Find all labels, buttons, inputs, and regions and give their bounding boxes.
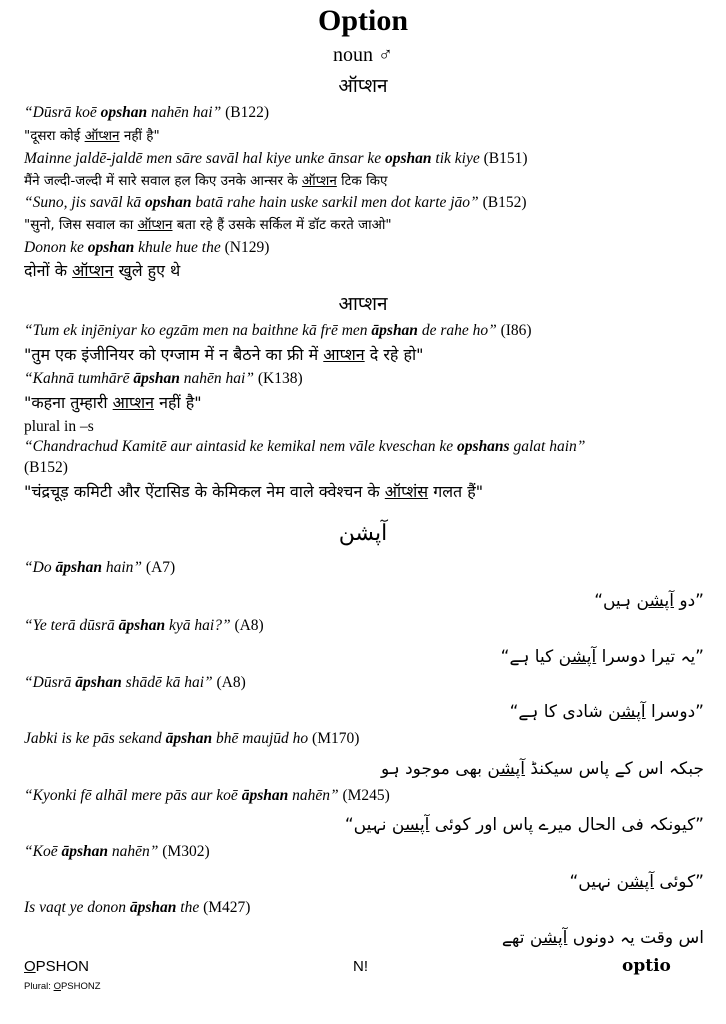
entry-a8a-urdu: ”یہ تیرا دوسرا آپشن کیا ہے“ (500, 647, 704, 667)
entry-b151-devanagari: मैंने जल्दी-जल्दी में सारे सवाल हल किए उनके आन्सर के ऑप्शन टिक किए (24, 173, 388, 189)
part-of-speech: noun ♂ (333, 44, 393, 66)
entry-b122-devanagari: "दूसरा कोई ऑप्शन नहीं है" (24, 128, 160, 144)
entry-a8b-urdu: ”دوسرا آپشن شادی کا ہے“ (509, 702, 704, 722)
entry-k138-translit: “Kahnā tumhārē āpshan nahēn hai” (K138) (24, 370, 303, 387)
entry-m302-translit: “Koē āpshan nahēn” (M302) (24, 843, 210, 860)
entry-b152a-devanagari: "सुनो, जिस सवाल का ऑप्शन बता रहे हैं उसके सर्किल में डॉट करते जाओ" (24, 217, 392, 233)
entry-b152b-ref: (B152) (24, 459, 68, 476)
entry-b122-translit: “Dūsrā koē opshan nahēn hai” (B122) (24, 104, 270, 121)
entry-a7-translit: “Do āpshan hain” (A7) (24, 559, 176, 576)
entry-m170-urdu: جبکہ اس کے پاس سیکنڈ آپشن بھی موجود ہو (380, 759, 704, 779)
entry-m427-translit: Is vaqt ye donon āpshan the (M427) (24, 899, 251, 916)
entry-a8b-translit: “Dūsrā āpshan shādē kā hai” (A8) (24, 674, 246, 691)
entry-n129-devanagari: दोनों के ऑप्शन खुले हुए थे (24, 261, 181, 280)
footer-exclamation: N! (353, 958, 368, 975)
entry-k138-devanagari: "कहना तुम्हारी आप्शन नहीं है" (24, 393, 202, 412)
entry-b152a-translit: “Suno, jis savāl kā opshan batā rahe hain uske sarkil men dot karte jāo” (B152) (24, 194, 527, 211)
entry-m302-urdu: ”کوئی آپشن نہیں“ (569, 872, 704, 892)
entry-a7-urdu: ”دو آپشن ہیں“ (594, 591, 704, 611)
footer-etymon: optio (622, 956, 671, 976)
entry-m245-urdu: ”کیونکہ فی الحال میرے پاس اور کوئی آپسن نہیں“ (344, 815, 704, 835)
entry-i86-translit: “Tum ek injēniyar ko egzām men na baithne kā frē men āpshan de rahe ho” (I86) (24, 322, 532, 339)
section-heading-hindi-2: आप्शन (338, 294, 388, 315)
section-heading-hindi-1: ऑप्शन (338, 76, 388, 97)
section-heading-urdu: آپشن (338, 520, 388, 545)
entry-b151-translit: Mainne jaldē-jaldē men sāre savāl hal kiye unke ānsar ke opshan tik kiye (B151) (24, 150, 528, 167)
entry-b152b-translit: “Chandrachud Kamitē aur aintasid ke kemikal nem vāle kveschan ke opshans galat hain” (24, 438, 586, 455)
entry-a8a-translit: “Ye terā dūsrā āpshan kyā hai?” (A8) (24, 617, 264, 634)
page-title: Option (317, 4, 409, 37)
entry-m427-urdu: اس وقت یہ دونوں آپشن تھے (501, 928, 704, 948)
entry-m245-translit: “Kyonki fē alhāl mere pās aur koē āpshan nahēn” (M245) (24, 787, 390, 804)
footer-code: OPSHON (24, 958, 90, 975)
entry-m170-translit: Jabki is ke pās sekand āpshan bhē maujūd ho (M170) (24, 730, 360, 747)
entry-n129-translit: Donon ke opshan khule hue the (N129) (24, 239, 270, 256)
entry-b152b-devanagari: "चंद्रचूड़ कमिटी और ऐंटासिड के केमिकल नेम वाले क्वेश्चन के ऑप्शंस गलत हैं" (24, 482, 484, 501)
plural-note: plural in –s (24, 418, 94, 435)
footer-plural: Plural: OPSHONZ (24, 981, 101, 992)
entry-i86-devanagari: "तुम एक इंजीनियर को एग्जाम में न बैठने का फ्री में आप्शन दे रहे हो" (24, 345, 424, 364)
